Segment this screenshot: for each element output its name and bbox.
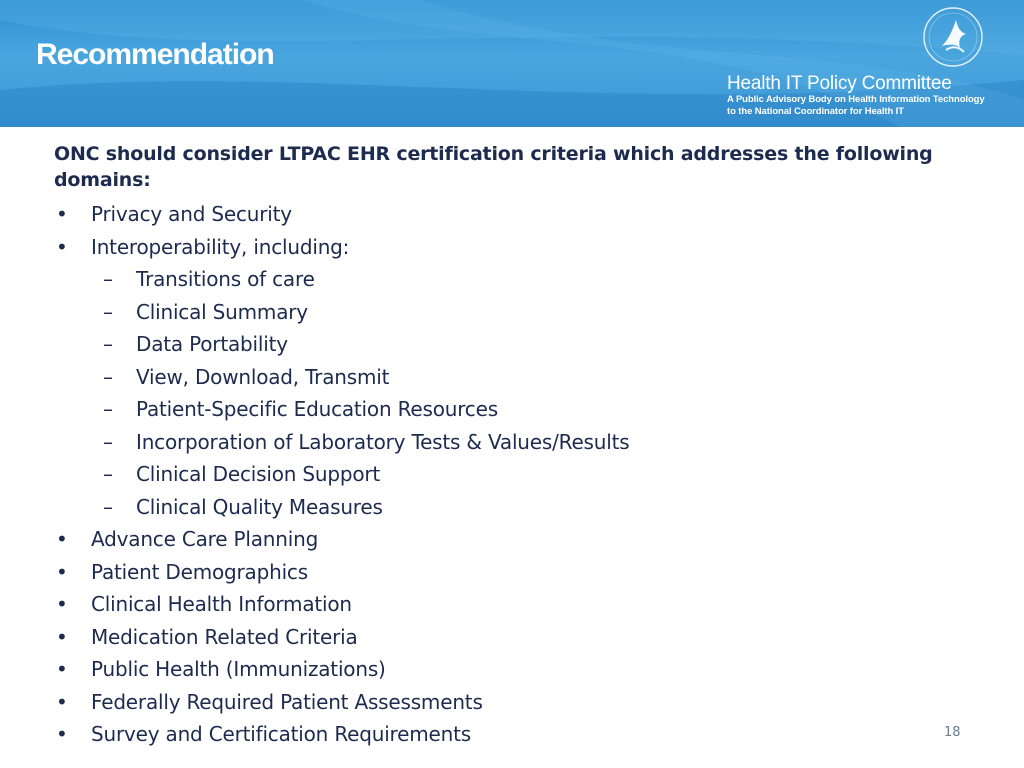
bullet-item [54,621,954,654]
item-text: Privacy and Security [91,202,292,226]
item-text: Clinical Health Information [91,592,352,616]
committee-subtitle-line2: to the National Coordinator for Health IT [727,106,904,117]
bullet-item [54,653,954,686]
dash-marker: – [103,429,113,454]
committee-name: Health IT Policy Committee [727,73,952,94]
bullet-item [54,686,954,719]
item-text: Transitions of care [136,267,315,291]
sub-bullet-item [54,426,954,459]
sub-bullet-item [54,393,954,426]
item-text: Advance Care Planning [91,527,319,551]
bullet-marker: • [56,527,68,551]
item-text: Interoperability, including: [91,234,350,259]
item-text: Patient Demographics [91,559,308,584]
item-text: Clinical Summary [136,299,308,324]
sub-bullet-item [54,361,954,394]
domain-list [54,198,954,751]
slide-title: Recommendation [36,38,274,71]
item-text: Medication Related Criteria [91,624,358,649]
hhs-eagle-seal-icon [922,6,984,68]
dash-marker: – [103,462,113,486]
bullet-item [54,231,954,264]
sub-bullet-item [54,263,954,296]
sub-bullet-item [54,328,954,361]
item-text: Federally Required Patient Assessments [91,689,483,714]
bullet-marker: • [56,624,68,649]
item-text: Incorporation of Laboratory Tests & Values/Results [136,429,630,454]
bullet-marker: • [56,689,68,714]
sub-bullet-item [54,491,954,524]
sub-bullet-item [54,458,954,491]
bullet-marker: • [56,234,68,259]
item-text: Data Portability [136,332,288,356]
dash-marker: – [103,494,113,519]
item-text: Patient-Specific Education Resources [136,397,498,421]
dash-marker: – [103,364,113,389]
sub-bullet-item [54,296,954,329]
item-text: Clinical Decision Support [136,462,381,486]
intro-text: ONC should consider LTPAC EHR certification criteria which addresses the following domains: [54,143,933,191]
bullet-marker: • [56,657,68,681]
bullet-item [54,588,954,621]
committee-subtitle-line1: A Public Advisory Body on Health Information Technology [727,94,985,105]
item-text: Survey and Certification Requirements [91,722,471,746]
dash-marker: – [103,267,113,291]
dash-marker: – [103,397,113,421]
item-text: Clinical Quality Measures [136,494,383,519]
bullet-item [54,718,954,751]
bullet-marker: • [56,722,68,746]
item-text: Public Health (Immunizations) [91,657,386,681]
dash-marker: – [103,332,113,356]
bullet-item [54,556,954,589]
committee-logo [727,74,985,118]
bullet-marker: • [56,592,68,616]
header-banner [0,0,1024,127]
bullet-item [54,198,954,231]
item-text: View, Download, Transmit [136,364,390,389]
page-number: 18 [944,725,961,740]
bullet-marker: • [56,559,68,584]
bullet-item [54,523,954,556]
dash-marker: – [103,299,113,324]
slide-body [54,141,954,751]
bullet-marker: • [56,202,68,226]
